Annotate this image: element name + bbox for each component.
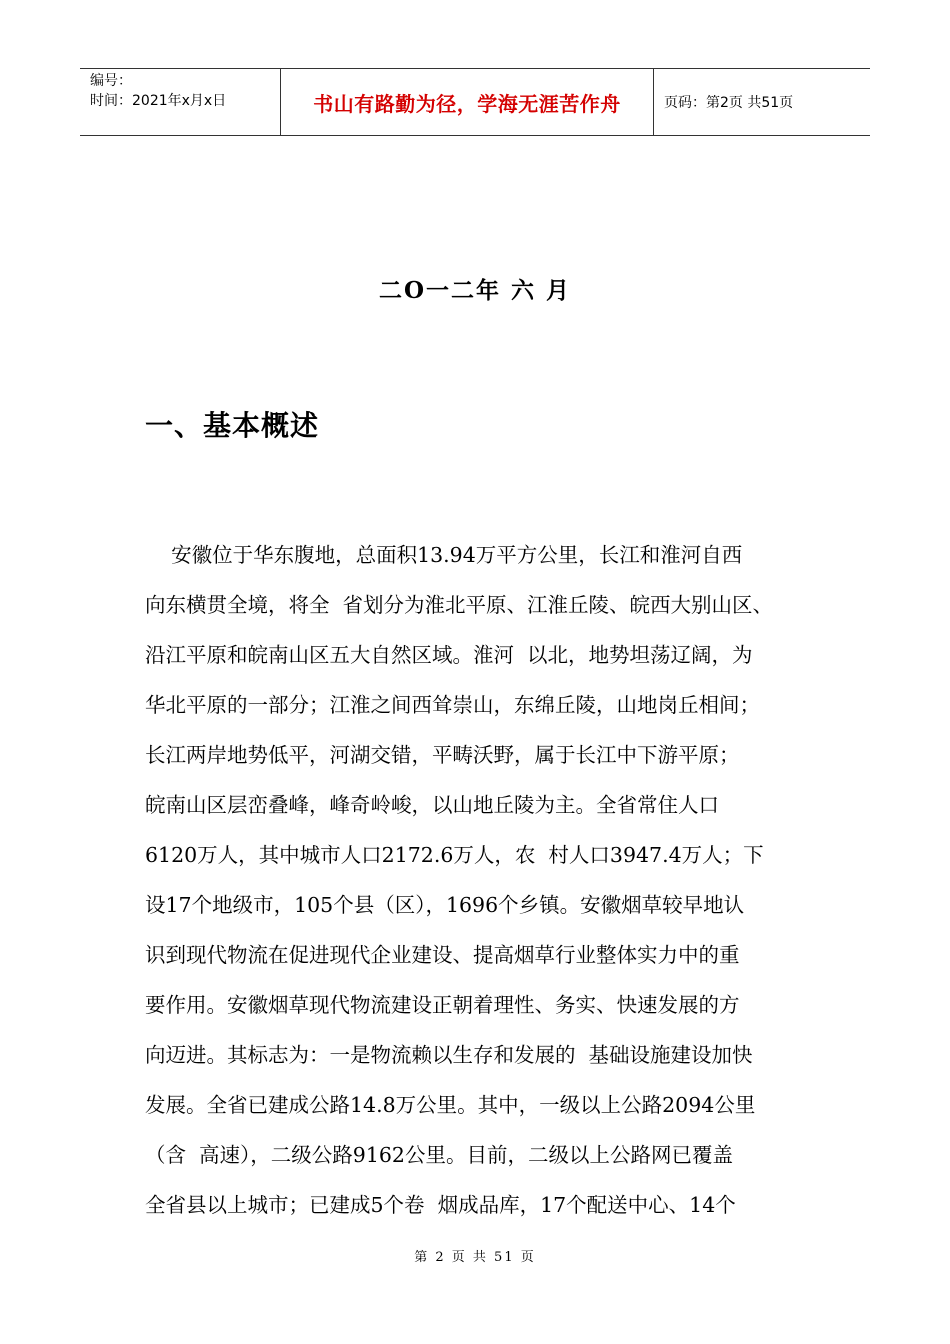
header-page-info: 页码：第2页 共51页	[664, 95, 794, 111]
page-header	[80, 68, 870, 136]
section-heading: 一、基本概述	[145, 409, 320, 442]
header-code-label: 编号：	[90, 73, 132, 89]
header-time-label: 时间：2021年x月x日	[90, 93, 227, 109]
header-slogan: 书山有路勤为径，学海无涯苦作舟	[281, 69, 654, 135]
body-line: 要作用。安徽烟草现代物流建设正朝着理性、务实、快速发展的方	[145, 993, 740, 1017]
body-paragraph	[145, 530, 820, 1230]
body-line: 向东横贯全境，将全 省划分为淮北平原、江淮丘陵、皖西大别山区、	[145, 593, 774, 617]
header-meta-cell	[80, 69, 281, 135]
body-line: （含 高速），二级公路9162公里。目前，二级以上公路网已覆盖	[145, 1143, 733, 1167]
body-line: 华北平原的一部分；江淮之间西耸崇山，东绵丘陵，山地岗丘相间；	[145, 693, 760, 717]
body-line: 设17个地级市，105个县（区），1696个乡镇。安徽烟草较早地认	[145, 893, 745, 917]
body-line: 识到现代物流在促进现代企业建设、提高烟草行业整体实力中的重	[145, 943, 740, 967]
body-line: 皖南山区层峦叠峰，峰奇岭峻，以山地丘陵为主。全省常住人口	[145, 793, 719, 817]
page-footer: 第 2 页 共 51 页	[414, 1250, 536, 1265]
body-line: 长江两岸地势低平，河湖交错，平畴沃野，属于长江中下游平原；	[145, 743, 740, 767]
body-line: 沿江平原和皖南山区五大自然区域。淮河 以北，地势坦荡辽阔，为	[145, 643, 753, 667]
body-line: 安徽位于华东腹地，总面积13.94万平方公里，长江和淮河自西	[145, 543, 743, 567]
body-line: 向迈进。其标志为：一是物流赖以生存和发展的 基础设施建设加快	[145, 1043, 753, 1067]
body-line: 全省县以上城市；已建成5个卷 烟成品库，17个配送中心、14个	[145, 1193, 736, 1217]
body-line: 6120万人，其中城市人口2172.6万人，农 村人口3947.4万人；下	[145, 843, 764, 867]
body-line: 发展。全省已建成公路14.8万公里。其中，一级以上公路2094公里	[145, 1093, 756, 1117]
document-date: 二O一二年 六 月	[378, 277, 572, 304]
